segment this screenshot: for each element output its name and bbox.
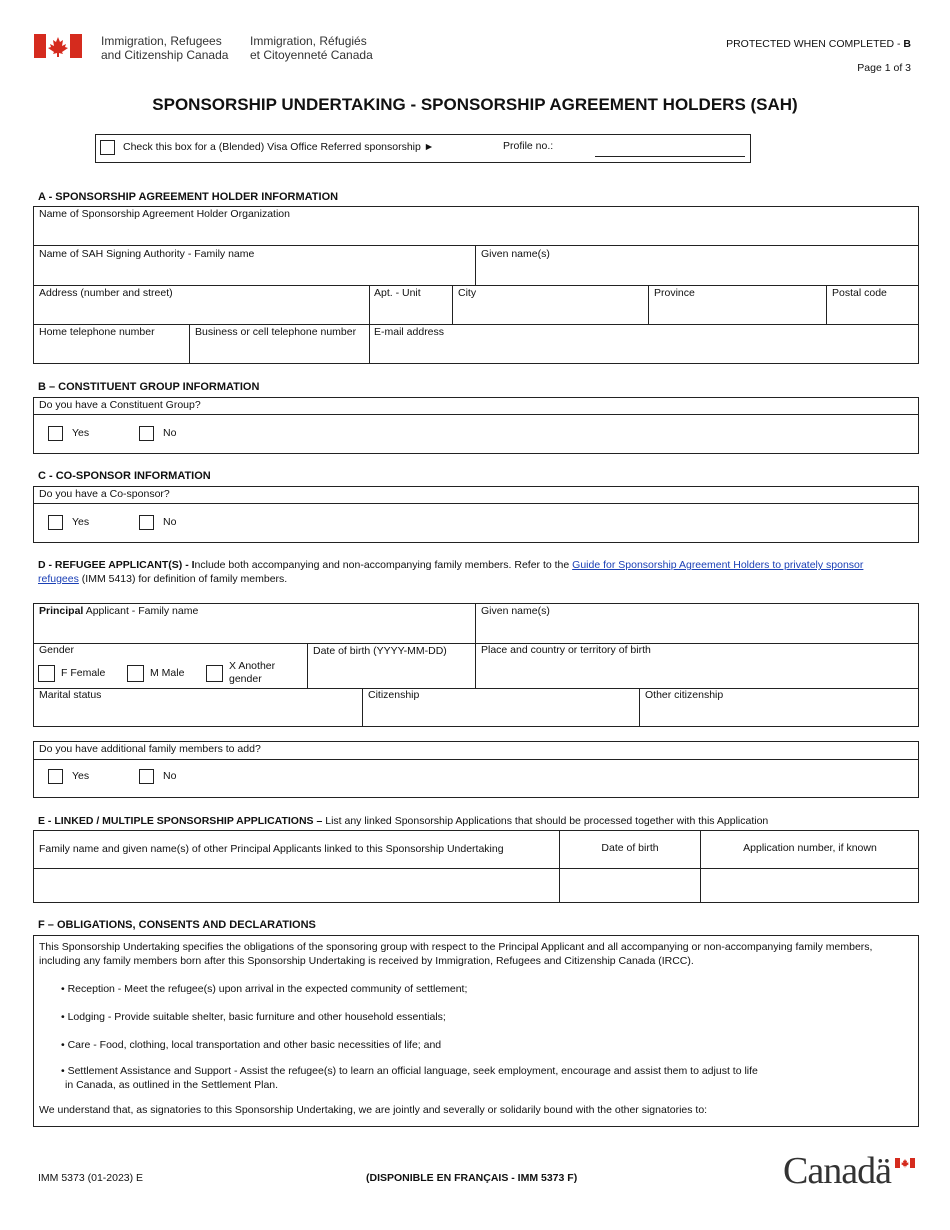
principal-bold: Principal [39,605,84,617]
dob-field[interactable]: Date of birth (YYYY-MM-DD) [313,645,447,657]
birth-place-field[interactable]: Place and country or territory of birth [481,644,651,656]
cosponsor-yes-label: Yes [72,516,90,528]
linked-col-dob: Date of birth [601,842,659,854]
additional-yes-checkbox[interactable] [48,769,63,784]
principal-rest: Applicant - Family name [83,605,199,617]
wordmark-flag-icon [895,1158,915,1168]
dept-name-en-2: and Citizenship Canada [101,48,229,62]
cosponsor-yes-checkbox[interactable] [48,515,63,530]
dept-name-en-1: Immigration, Refugees [101,34,222,48]
dept-name-fr-2: et Citoyenneté Canada [250,48,373,62]
section-c-heading: C - CO-SPONSOR INFORMATION [38,470,211,482]
cosponsor-no-label: No [163,516,177,528]
linked-col-app-number: Application number, if known [743,842,877,854]
guide-link[interactable]: Guide for Sponsorship Agreement Holders to privately sponsor [572,559,864,571]
gender-another-checkbox[interactable] [206,665,223,682]
address-field[interactable]: Address (number and street) [39,287,173,299]
vor-label: Check this box for a (Blended) Visa Office Referred sponsorship ► [123,141,435,153]
section-e-intro [38,815,768,828]
gender-another-label-1: X Another [229,660,276,672]
constituent-yes-checkbox[interactable] [48,426,63,441]
section-d-heading: D - REFUGEE APPLICANT(S) - [38,559,192,571]
additional-yes-label: Yes [72,770,90,782]
principal-applicant-table [33,603,919,727]
vor-checkbox[interactable] [100,140,115,155]
guide-link-cont[interactable]: refugees [38,573,79,585]
email-field[interactable]: E-mail address [374,326,445,338]
gender-male-checkbox[interactable] [127,665,144,682]
section-d-intro-end: (IMM 5413) for definition of family members. [78,573,288,585]
other-citizenship-field[interactable]: Other citizenship [645,689,724,701]
french-availability: (DISPONIBLE EN FRANÇAIS - IMM 5373 F) [366,1172,578,1184]
obligation-settlement-line1: • Settlement Assistance and Support - Assist the refugee(s) to learn an official language, seek employment, encourage and assist them to adjust to life [61,1065,758,1077]
obligation-care: • Care - Food, clothing, local transportation and other basic necessities of life; and [61,1039,442,1051]
obligation-lodging: • Lodging - Provide suitable shelter, basic furniture and other household essentials; [61,1011,446,1023]
citizenship-field[interactable]: Citizenship [368,689,420,701]
section-d-intro-i: I [191,559,195,571]
linked-dob-input[interactable] [560,869,700,902]
section-e-text: List any linked Sponsorship Applications that should be processed together with this Application [325,815,769,827]
constituent-question: Do you have a Constituent Group? [39,399,201,411]
form-title: SPONSORSHIP UNDERTAKING - SPONSORSHIP AGREEMENT HOLDERS (SAH) [152,95,798,114]
page-number: Page 1 of 3 [857,62,911,74]
constituent-no-checkbox[interactable] [139,426,154,441]
gender-female-checkbox[interactable] [38,665,55,682]
principal-given-names-field[interactable]: Given name(s) [481,605,550,617]
gender-another-label-2: gender [229,673,262,685]
obligation-reception: • Reception - Meet the refugee(s) upon arrival in the expected community of settlement; [61,983,468,995]
org-name-field[interactable]: Name of Sponsorship Agreement Holder Organization [39,208,290,220]
section-d-intro-line1 [38,559,863,572]
postal-code-field[interactable]: Postal code [832,287,887,299]
protected-notice [726,38,911,51]
cosponsor-no-checkbox[interactable] [139,515,154,530]
protected-text: PROTECTED WHEN COMPLETED - [726,38,904,50]
gender-female-label: F Female [61,667,106,679]
section-d-intro: nclude both accompanying and non-accompanying family members. Refer to the [194,559,573,571]
section-b-heading: B – CONSTITUENT GROUP INFORMATION [38,381,260,393]
linked-names-input[interactable] [34,869,559,902]
section-e-heading: E - LINKED / MULTIPLE SPONSORSHIP APPLICATIONS – [38,815,326,827]
dept-name-fr-1: Immigration, Réfugiés [250,34,367,48]
profile-label: Profile no.: [503,140,554,152]
obligations-para-line1: This Sponsorship Undertaking specifies the obligations of the sponsoring group with respect to the Principal Applicant and all accompanying or non-accompanying family members, [39,941,873,953]
province-field[interactable]: Province [654,287,695,299]
canada-wordmark: Canadä [783,1150,891,1192]
linked-app-number-input[interactable] [701,869,918,902]
gender-male-label: M Male [150,667,185,679]
marital-status-field[interactable]: Marital status [39,689,102,701]
protected-level: B [903,38,911,50]
profile-field[interactable] [595,156,745,157]
apt-field[interactable]: Apt. - Unit [374,287,421,299]
constituent-no-label: No [163,427,177,439]
obligations-closing: We understand that, as signatories to this Sponsorship Undertaking, we are jointly and severally or solidarily bound with the other signatories to: [39,1104,708,1116]
constituent-yes-label: Yes [72,427,90,439]
home-phone-field[interactable]: Home telephone number [39,326,155,338]
linked-col-names: Family name and given name(s) of other Principal Applicants linked to this Sponsorship Undertaking [39,843,504,855]
principal-family-name-field[interactable] [39,605,198,618]
section-f-heading: F – OBLIGATIONS, CONSENTS AND DECLARATIONS [38,919,316,931]
section-d-intro-line2 [38,573,287,586]
additional-no-label: No [163,770,177,782]
additional-members-question: Do you have additional family members to add? [39,743,261,755]
additional-no-checkbox[interactable] [139,769,154,784]
signing-given-names-field[interactable]: Given name(s) [481,248,550,260]
canada-flag-icon [34,34,82,58]
obligation-settlement-line2: in Canada, as outlined in the Settlement Plan. [65,1079,279,1091]
gender-label: Gender [39,644,75,656]
form-number: IMM 5373 (01-2023) E [38,1172,144,1184]
cosponsor-question: Do you have a Co-sponsor? [39,488,170,500]
obligations-para-line2: including any family members born after this Sponsorship Undertaking is received by Immigration, Refugees and Citizenship Canada (IRCC). [39,955,694,967]
business-phone-field[interactable]: Business or cell telephone number [195,326,357,338]
signing-family-name-field[interactable]: Name of SAH Signing Authority - Family name [39,248,255,260]
section-a-heading: A - SPONSORSHIP AGREEMENT HOLDER INFORMATION [38,191,339,203]
city-field[interactable]: City [458,287,477,299]
